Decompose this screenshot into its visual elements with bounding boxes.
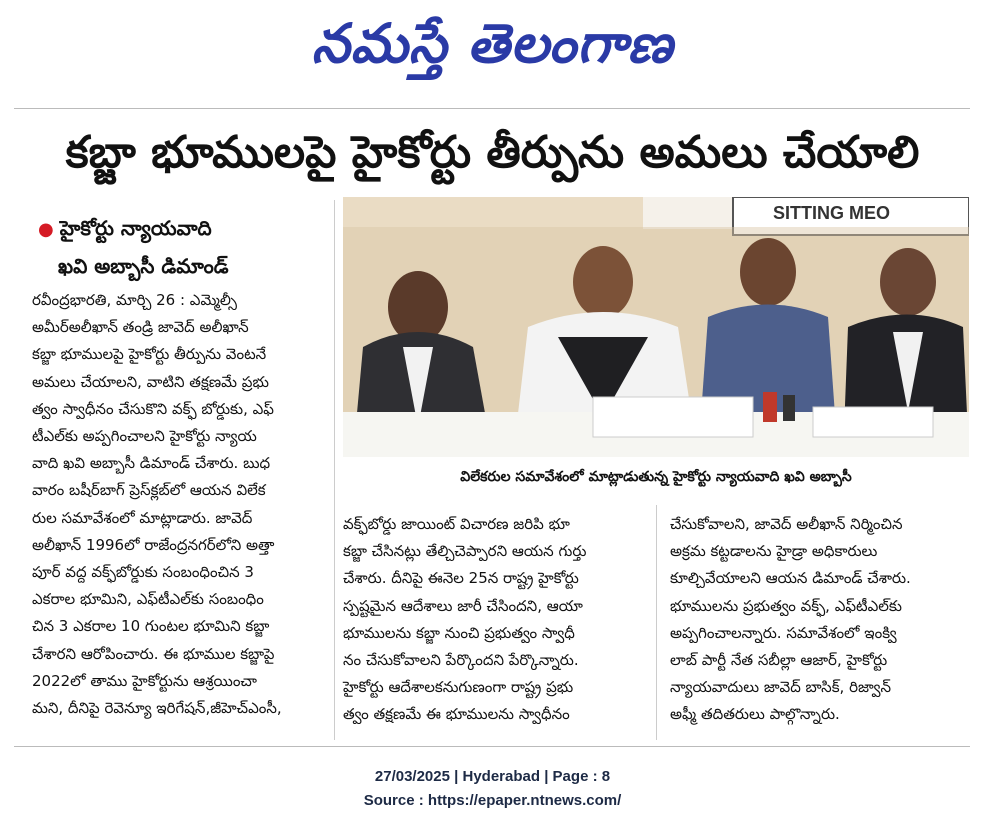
masthead xyxy=(0,4,985,84)
article-line: చేశారు. దీనిపై ఈనెల 25న రాష్ట్ర హైకోర్టు xyxy=(343,569,579,588)
subheadline-line1-row xyxy=(38,210,338,248)
footer-source-line: Source : https://epaper.ntnews.com/ xyxy=(363,792,622,809)
headline xyxy=(0,118,985,188)
subheadline-line2: ఖవి అబ్బాసీ డిమాండ్ xyxy=(58,254,229,278)
article-line: వక్ఫ్‌బోర్డు జాయింట్ విచారణ జరిపి భూ xyxy=(343,515,570,533)
article-column-2 xyxy=(343,511,641,729)
article-line: స్పష్టమైన ఆదేశాలు జారీ చేసిందని, ఆయా xyxy=(343,596,583,615)
headline-text: కబ్జా భూములపై హైకోర్టు తీర్పును అమలు చేయాలి xyxy=(65,127,920,178)
press-conference-illustration xyxy=(343,197,969,457)
article-line: పూర్ వద్ద వక్ఫ్‌బోర్డుకు సంబంధించిన 3 xyxy=(32,563,254,582)
article-line: అలీఖాన్ 1996లో రాజేంద్రనగర్‌లోని అత్తా xyxy=(32,535,275,554)
article-line: చేసుకోవాలని, జావెద్ అలీఖాన్ నిర్మించిన xyxy=(670,515,903,533)
article-line: టీఎల్‌కు అప్పగించాలని హైకోర్టు న్యాయ xyxy=(32,427,257,446)
article-line: కబ్జా భూములపై హైకోర్టు తీర్పును వెంటనే xyxy=(32,345,267,364)
footer-date-line: 27/03/2025 | Hyderabad | Page : 8 xyxy=(374,768,611,785)
news-photo xyxy=(343,197,969,457)
article-line: ఎకరాల భూమిని, ఎఫ్‌టీఎల్‌కు సంబంధిం xyxy=(32,590,264,609)
article-line: భూములను ప్రభుత్వం వక్ఫ్, ఎఫ్‌టీఎల్‌కు xyxy=(670,596,902,615)
banner-text: SITTING MEO xyxy=(773,203,890,223)
column-rule-1 xyxy=(334,200,335,740)
article-line: అమీర్‌అలీఖాన్ తండ్రి జావెద్ అలీఖాన్ xyxy=(32,318,249,337)
article-line: భూములను కబ్జా నుంచి ప్రభుత్వం స్వాధీ xyxy=(343,623,575,642)
article-line: చేశారని ఆరోపించారు. ఈ భూముల కబ్జాపై xyxy=(32,644,275,663)
article-line: న్యాయవాదులు జావెద్ బాసిక్, రిజ్వాన్ xyxy=(670,678,892,697)
masthead-divider xyxy=(14,108,970,109)
article-column-3 xyxy=(670,511,966,729)
article-line: 2022లో తాము హైకోర్టును ఆశ్రయించా xyxy=(32,671,257,690)
article-line: చిన 3 ఎకరాల 10 గుంటల భూమిని కబ్జా xyxy=(32,617,270,636)
article-line: కూల్చివేయాలని ఆయన డిమాండ్ చేశారు. xyxy=(670,569,911,588)
article-line: రుల సమావేశంలో మాట్లాడారు. జావెద్ xyxy=(32,508,253,527)
article-line: కబ్జా చేసినట్లు తేల్చిచెప్పారని ఆయన గుర్తు xyxy=(343,542,587,561)
masthead-title: నమస్తే తెలంగాణ xyxy=(311,12,674,75)
subheadline-line1: హైకోర్టు న్యాయవాది xyxy=(59,216,212,240)
article-line: వారం బషీర్‌బాగ్ ప్రెస్‌క్లబ్‌లో ఆయన విలేక xyxy=(32,481,266,500)
article-line: అమలు చేయాలని, వాటిని తక్షణమే ప్రభు xyxy=(32,372,269,391)
footer-divider xyxy=(14,746,970,747)
article-line: వాది ఖవి అబ్బాసీ డిమాండ్ చేశారు. బుధ xyxy=(32,454,271,473)
article-line: త్వం స్వాధీనం చేసుకొని వక్ఫ్ బోర్డుకు, ఎఫ్ xyxy=(32,399,274,418)
subheadline-line2-row xyxy=(38,248,338,284)
article-line: హైకోర్టు ఆదేశాలకనుగుణంగా రాష్ట్ర ప్రభు xyxy=(343,678,574,697)
column-rule-2 xyxy=(656,505,657,740)
article-line: త్వం తక్షణమే ఈ భూములను స్వాధీనం xyxy=(343,705,570,724)
article-line: రవీంద్రభారతి, మార్చి 26 : ఎమ్మెల్సీ xyxy=(32,291,237,309)
article-line: అప్పగించాలన్నారు. సమావేశంలో ఇంక్వి xyxy=(670,623,897,642)
article-line: అక్రమ కట్టడాలను హైడ్రా అధికారులు xyxy=(670,542,878,561)
photo-caption: విలేకరుల సమావేశంలో మాట్లాడుతున్న హైకోర్టు న్యాయవాది ఖవి అబ్బాసీ xyxy=(460,469,852,485)
article-line: అఫ్మీ తదితరులు పాల్గొన్నారు. xyxy=(670,705,840,724)
subheadline xyxy=(38,210,338,284)
article-line: నం చేసుకోవాలని పేర్కొందని పేర్కొన్నారు. xyxy=(343,651,579,670)
bullet-icon: ● xyxy=(38,219,54,240)
article-line: మని, దీనిపై రెవెన్యూ ఇరిగేషన్,జీహెచ్ఎంసీ, xyxy=(32,699,282,718)
article-line: లాబ్ పార్టీ నేత సబీల్లా ఆజార్, హైకోర్టు xyxy=(670,651,888,670)
article-column-1 xyxy=(32,287,328,722)
